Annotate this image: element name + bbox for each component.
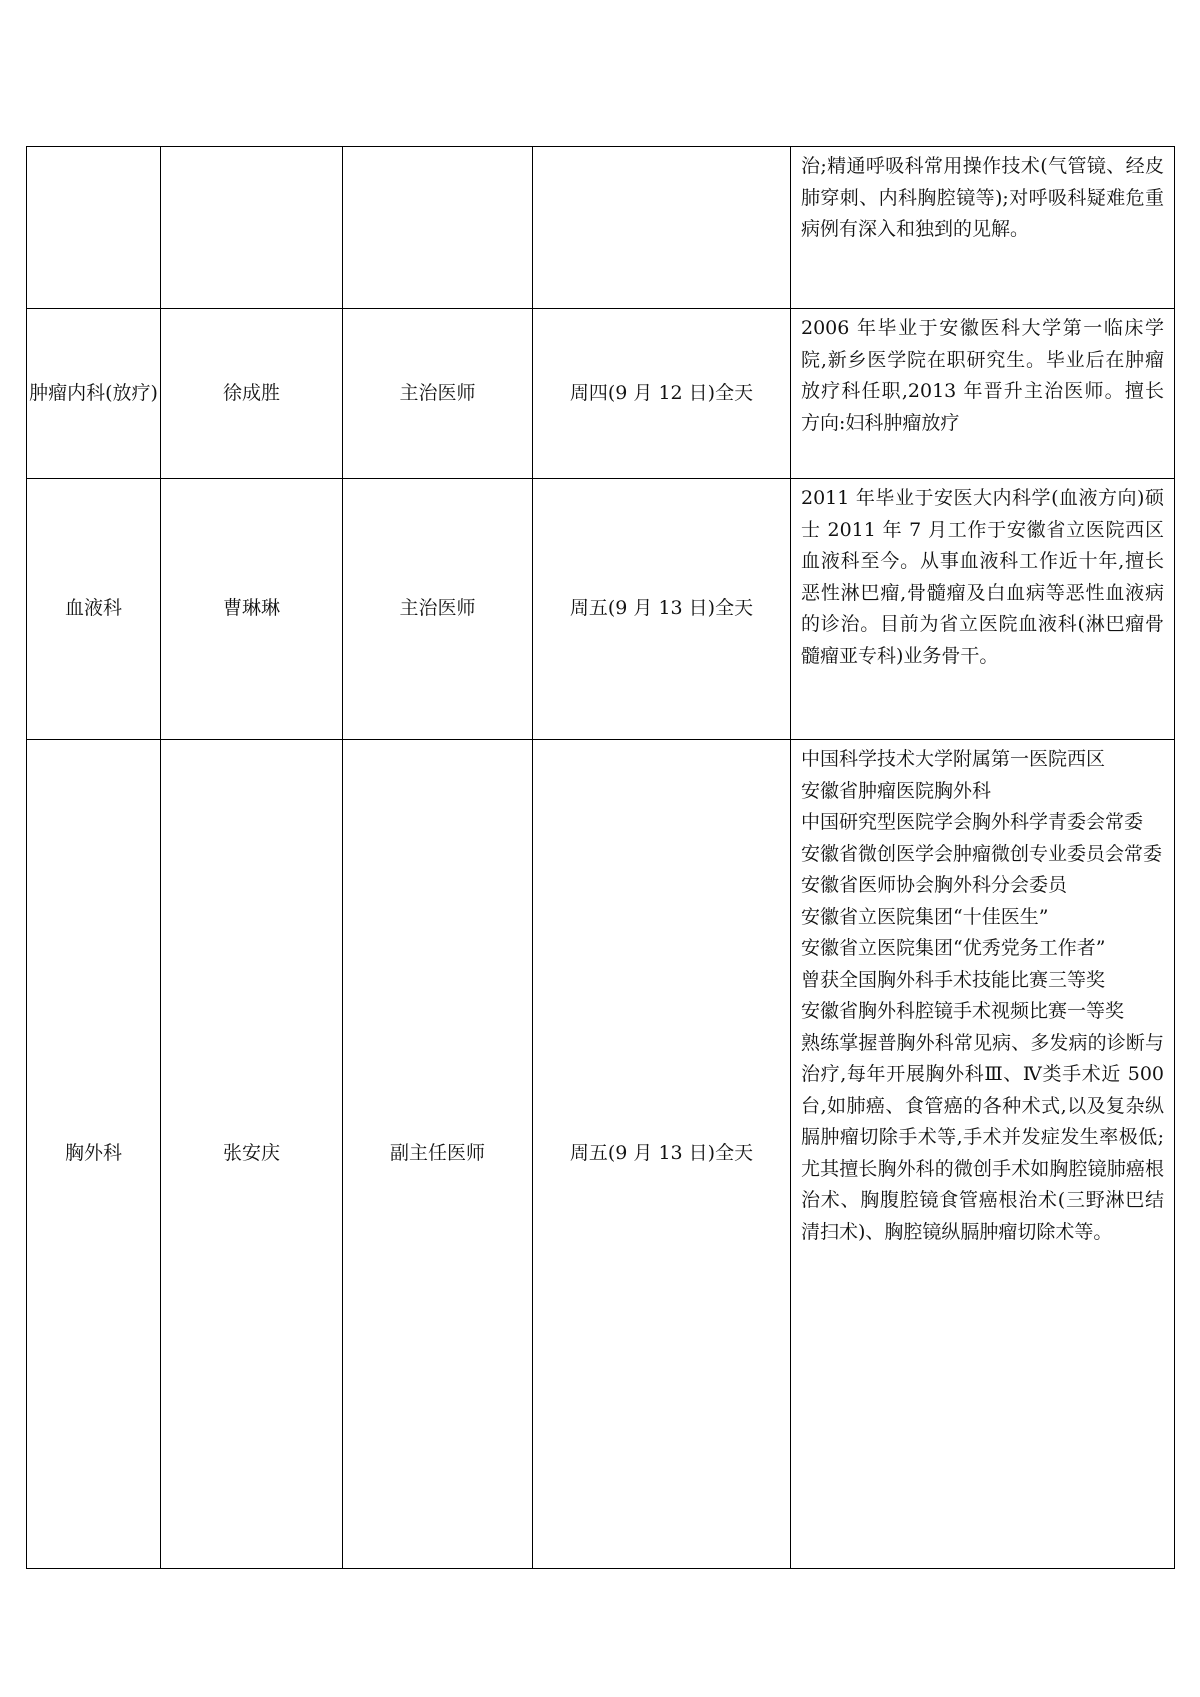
schedule-cell: 周五(9 月 13 日)全天 <box>533 479 791 740</box>
doctor-schedule-table <box>26 146 1175 1569</box>
doctor-title-cell: 主治医师 <box>343 309 533 479</box>
department-cell <box>27 147 161 309</box>
description-cell: 中国科学技术大学附属第一医院西区 安徽省肿瘤医院胸外科 中国研究型医院学会胸外科学青委会常委 安徽省微创医学会肿瘤微创专业委员会常委 安徽省医师协会胸外科分会委员 安徽省立医院集团“十佳医生” 安徽省立医院集团“优秀党务工作者” 曾获全国胸外科手术技能比赛三等奖 安徽省胸外科腔镜手术视频比赛一等奖 熟练掌握普胸外科常见病、多发病的诊断与治疗,每年开展胸外科Ⅲ、Ⅳ类手术近 500 台,如肺癌、食管癌的各种术式,以及复杂纵膈肿瘤切除手术等,手术并发症发生率极低;尤其擅长胸外科的微创手术如胸腔镜肺癌根治术、胸腹腔镜食管癌根治术(三野淋巴结清扫术)、胸腔镜纵膈肿瘤切除术等。 <box>791 740 1175 1569</box>
doctor-title-cell: 副主任医师 <box>343 740 533 1569</box>
doctor-name-cell: 曹琳琳 <box>161 479 343 740</box>
doctor-title-cell <box>343 147 533 309</box>
description-cell: 2011 年毕业于安医大内科学(血液方向)硕士 2011 年 7 月工作于安徽省立医院西区血液科至今。从事血液科工作近十年,擅长恶性淋巴瘤,骨髓瘤及白血病等恶性血液病的诊治。目前为省立医院血液科(淋巴瘤骨髓瘤亚专科)业务骨干。 <box>791 479 1175 740</box>
table-row <box>27 309 1175 479</box>
table-row <box>27 479 1175 740</box>
schedule-cell: 周四(9 月 12 日)全天 <box>533 309 791 479</box>
schedule-cell: 周五(9 月 13 日)全天 <box>533 740 791 1569</box>
doctor-name-cell: 徐成胜 <box>161 309 343 479</box>
department-cell: 胸外科 <box>27 740 161 1569</box>
department-cell: 肿瘤内科(放疗) <box>27 309 161 479</box>
doctor-name-cell <box>161 147 343 309</box>
table-row <box>27 740 1175 1569</box>
description-cell: 2006 年毕业于安徽医科大学第一临床学院,新乡医学院在职研究生。毕业后在肿瘤放疗科任职,2013 年晋升主治医师。擅长方向:妇科肿瘤放疗 <box>791 309 1175 479</box>
schedule-cell <box>533 147 791 309</box>
doctor-name-cell: 张安庆 <box>161 740 343 1569</box>
description-cell: 治;精通呼吸科常用操作技术(气管镜、经皮肺穿刺、内科胸腔镜等);对呼吸科疑难危重病例有深入和独到的见解。 <box>791 147 1175 309</box>
department-cell: 血液科 <box>27 479 161 740</box>
doctor-title-cell: 主治医师 <box>343 479 533 740</box>
table-row <box>27 147 1175 309</box>
